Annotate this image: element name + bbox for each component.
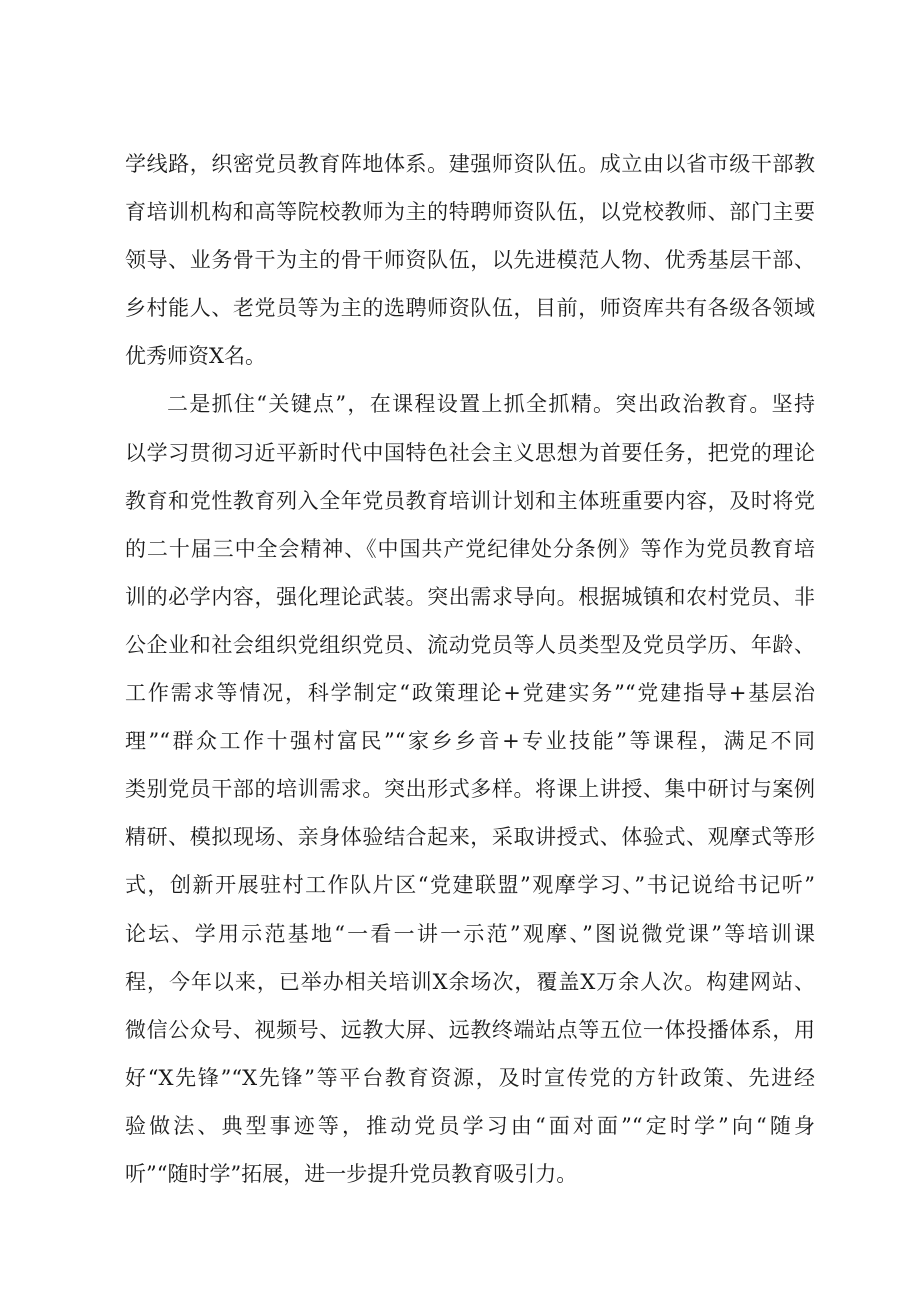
text-line: 听”“随时学”拓展，进一步提升党员教育吸引力。 <box>125 1161 578 1186</box>
text-line: 公企业和社会组织党组织党员、流动党员等人员类型及党员学历、年龄、 <box>125 632 815 657</box>
text-line: 验做法、典型事迹等，推动党员学习由“面对面”“定时学”向“随身 <box>125 1113 815 1138</box>
text-line: 的二十届三中全会精神、《中国共产党纪律处分条例》等作为党员教育培 <box>125 536 815 561</box>
text-line: 理”“群众工作十强村富民”“家乡乡音+专业技能”等课程，满足不同 <box>125 729 815 754</box>
text-line: 训的必学内容，强化理论武装。突出需求导向。根据城镇和农村党员、非 <box>125 584 815 609</box>
text-line: 精研、模拟现场、亲身体验结合起来，采取讲授式、体验式、观摩式等形 <box>125 825 815 850</box>
document-body <box>125 140 815 1198</box>
text-line: 教育和党性教育列入全年党员教育培训计划和主体班重要内容，及时将党 <box>125 488 815 513</box>
text-line: 二是抓住“关键点”，在课程设置上抓全抓精。突出政治教育。坚持 <box>167 392 815 417</box>
paragraph-teachers <box>125 140 815 380</box>
text-line: 程，今年以来，已举办相关培训X余场次，覆盖X万余人次。构建网站、 <box>125 969 815 994</box>
text-line: 论坛、学用示范基地“一看一讲一示范”观摩、”图说微党课”等培训课 <box>125 921 815 946</box>
text-line: 学线路，织密党员教育阵地体系。建强师资队伍。成立由以省市级干部教 <box>125 152 815 176</box>
text-line: 工作需求等情况，科学制定“政策理论+党建实务”“党建指导+基层治 <box>125 681 815 706</box>
paragraph-curriculum <box>125 380 815 1198</box>
text-line: 类别党员干部的培训需求。突出形式多样。将课上讲授、集中研讨与案例 <box>125 777 815 802</box>
text-line: 式，创新开展驻村工作队片区“党建联盟”观摩学习、”书记说给书记听” <box>125 873 815 898</box>
text-line: 乡村能人、老党员等为主的选聘师资队伍，目前，师资库共有各级各领域 <box>125 296 815 321</box>
text-line: 育培训机构和高等院校教师为主的特聘师资队伍，以党校教师、部门主要 <box>125 200 815 225</box>
text-line: 领导、业务骨干为主的骨干师资队伍，以先进模范人物、优秀基层干部、 <box>125 248 815 273</box>
text-line: 以学习贯彻习近平新时代中国特色社会主义思想为首要任务，把党的理论 <box>125 440 815 465</box>
text-line: 好“X先锋”“X先锋”等平台教育资源，及时宣传党的方针政策、先进经 <box>125 1065 815 1090</box>
text-line: 微信公众号、视频号、远教大屏、远教终端站点等五位一体投播体系，用 <box>125 1017 815 1042</box>
text-line: 优秀师资X名。 <box>125 344 266 369</box>
